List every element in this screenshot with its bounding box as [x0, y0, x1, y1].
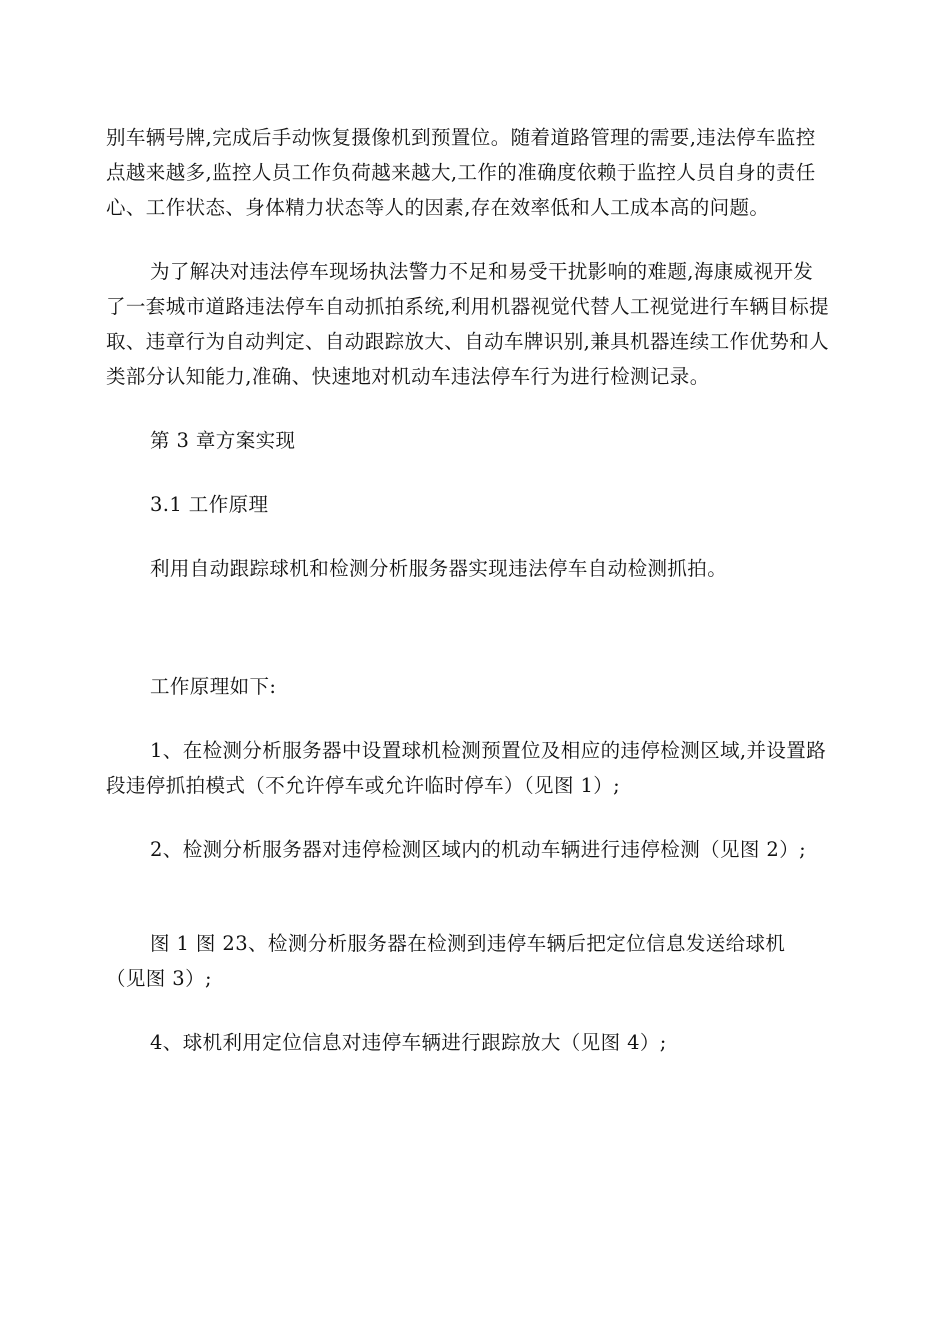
paragraph-1-line-2: 点越来越多,监控人员工作负荷越来越大,工作的准确度依赖于监控人员自身的责任 [106, 161, 816, 184]
paragraph-1-line-1: 别车辆号牌,完成后手动恢复摄像机到预置位。随着道路管理的需要,违法停车监控 [106, 126, 816, 149]
paragraph-1-line-3: 心、工作状态、身体精力状态等人的因素,存在效率低和人工成本高的问题。 [106, 196, 770, 219]
paragraph-2-line-3: 取、违章行为自动判定、自动跟踪放大、自动车牌识别,兼具机器连续工作优势和人 [106, 330, 829, 353]
chapter-heading: 第 3 章方案实现 [150, 429, 296, 452]
section-intro: 利用自动跟踪球机和检测分析服务器实现违法停车自动检测抓拍。 [150, 557, 728, 580]
principle-intro: 工作原理如下: [150, 675, 277, 698]
step-4: 4、球机利用定位信息对违停车辆进行跟踪放大（见图 4）; [150, 1031, 667, 1054]
paragraph-2-line-1: 为了解决对违法停车现场执法警力不足和易受干扰影响的难题,海康威视开发 [150, 260, 814, 283]
paragraph-2-line-2: 了一套城市道路违法停车自动抓拍系统,利用机器视觉代替人工视觉进行车辆目标提 [106, 295, 829, 318]
step-1-line-2: 段违停抓拍模式（不允许停车或允许临时停车）（见图 1）; [106, 774, 621, 797]
section-heading: 3.1 工作原理 [150, 493, 269, 516]
step-2: 2、检测分析服务器对违停检测区域内的机动车辆进行违停检测（见图 2）; [150, 838, 807, 861]
step-3-line-2: （见图 3）; [106, 967, 212, 990]
paragraph-2-line-4: 类部分认知能力,准确、快速地对机动车违法停车行为进行检测记录。 [106, 365, 710, 388]
step-1-line-1: 1、在检测分析服务器中设置球机检测预置位及相应的违停检测区域,并设置路 [150, 739, 827, 762]
step-3-line-1: 图 1 图 23、检测分析服务器在检测到违停车辆后把定位信息发送给球机 [150, 932, 786, 955]
